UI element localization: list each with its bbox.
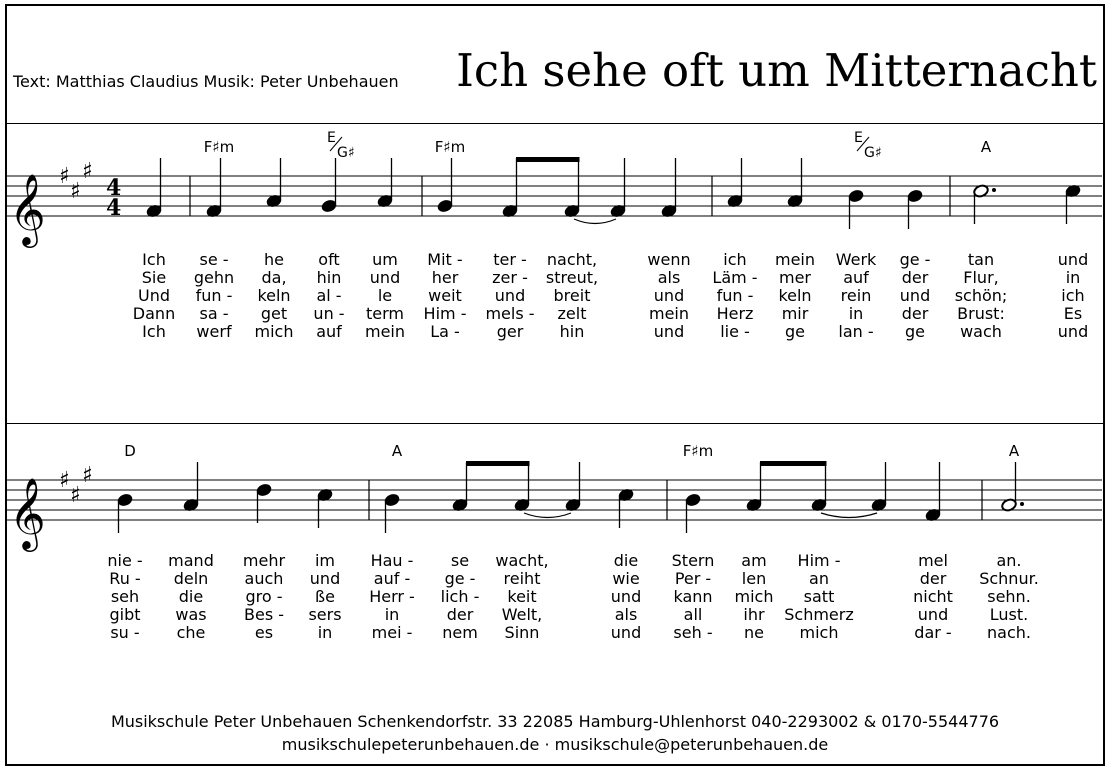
lyric-syllable: mer xyxy=(778,268,812,287)
sharp-icon: ♯ xyxy=(70,179,81,204)
lyric-syllable: Stern xyxy=(671,551,715,570)
lyric-syllable: da, xyxy=(261,268,287,287)
lyric-syllable: rein xyxy=(840,286,872,305)
lyric-syllable: auch xyxy=(244,569,284,588)
lyric-syllable: gro - xyxy=(245,587,283,606)
lyric-syllable: und xyxy=(610,587,642,606)
lyric-syllable: schön; xyxy=(954,286,1008,305)
lyric-syllable: mir xyxy=(781,304,809,323)
beam xyxy=(760,461,827,466)
lyric-syllable: tan xyxy=(967,250,995,269)
staff-system-2 xyxy=(7,426,1103,549)
lyric-syllable: in xyxy=(317,623,333,642)
lyric-syllable: Es xyxy=(1063,304,1083,323)
lyric-syllable: Welt, xyxy=(501,605,543,624)
lyric-syllable: Bes - xyxy=(243,605,285,624)
lyric-syllable: gehn xyxy=(193,268,235,287)
lyric-syllable: und xyxy=(494,286,526,305)
lyric-syllable: und xyxy=(610,623,642,642)
lyric-syllable: lie - xyxy=(720,322,750,341)
time-signature-top: 4 xyxy=(106,175,122,201)
chord-denominator: G♯ xyxy=(864,145,882,161)
lyric-syllable: der xyxy=(901,268,929,287)
lyric-syllable: se - xyxy=(199,250,229,269)
lyric-syllable: mein xyxy=(648,304,690,323)
lyric-syllable: oft xyxy=(318,250,340,269)
lyric-syllable: nie - xyxy=(107,551,143,570)
lyric-syllable: mein xyxy=(364,322,406,341)
lyric-syllable: mein xyxy=(774,250,816,269)
lyric-syllable: Lust. xyxy=(989,605,1029,624)
lyric-syllable: ge xyxy=(785,322,805,341)
lyric-syllable: weit xyxy=(428,286,462,305)
dot xyxy=(992,188,996,192)
lyric-syllable: kann xyxy=(673,587,713,606)
lyric-syllable: Und xyxy=(137,286,171,305)
lyric-syllable: deln xyxy=(173,569,209,588)
chord-label: A xyxy=(980,138,992,156)
lyric-syllable: Schnur. xyxy=(979,569,1039,588)
lyrics-system-1 xyxy=(7,251,1103,341)
lyric-syllable: ge - xyxy=(444,569,476,588)
lyric-syllable: zelt xyxy=(557,304,587,323)
credits: Text: Matthias Claudius Musik: Peter Unbehauen xyxy=(13,72,399,91)
chord-symbol xyxy=(327,130,355,161)
chord-symbol xyxy=(981,138,992,156)
lyric-syllable: der xyxy=(901,304,929,323)
lyric-syllable: werf xyxy=(196,322,232,341)
chord-denominator: G♯ xyxy=(337,145,355,161)
lyric-syllable: term xyxy=(366,304,404,323)
lyric-verse-4 xyxy=(7,606,1103,624)
lyric-syllable: mich xyxy=(799,623,839,642)
lyric-syllable: ihr xyxy=(743,605,765,624)
lyric-syllable: mei - xyxy=(371,623,413,642)
lyric-syllable: keit xyxy=(507,587,537,606)
lyric-syllable: wach xyxy=(960,322,1002,341)
lyric-syllable: sa - xyxy=(199,304,229,323)
lyric-syllable: Herz xyxy=(716,304,754,323)
lyric-syllable: und xyxy=(899,286,931,305)
chord-symbol xyxy=(124,442,136,460)
lyric-syllable: und xyxy=(917,605,949,624)
lyric-syllable: am xyxy=(741,551,767,570)
lyric-syllable: sehn. xyxy=(987,587,1031,606)
lyric-syllable: an xyxy=(809,569,829,588)
lyric-syllable: hin xyxy=(559,322,585,341)
lyric-syllable: sers xyxy=(308,605,342,624)
lyric-syllable: Ich xyxy=(142,322,166,341)
lyric-syllable: fun - xyxy=(716,286,754,305)
lyric-syllable: reiht xyxy=(503,569,541,588)
chord-numerator: E xyxy=(854,130,863,146)
lyric-syllable: an. xyxy=(996,551,1022,570)
chord-numerator: E xyxy=(327,130,336,146)
treble-clef-icon: 𝄞 xyxy=(9,172,46,245)
lyric-syllable: ter - xyxy=(493,250,527,269)
tie xyxy=(821,513,877,518)
beam xyxy=(466,461,530,466)
lyric-syllable: se xyxy=(450,551,470,570)
lyric-syllable: die xyxy=(178,587,204,606)
lyric-syllable: le xyxy=(377,286,393,305)
lyric-syllable: breit xyxy=(553,286,591,305)
chord-label: F♯m xyxy=(434,138,466,156)
lyric-syllable: Herr - xyxy=(369,587,415,606)
lyric-syllable: streut, xyxy=(545,268,599,287)
lyric-syllable: Him - xyxy=(423,304,467,323)
footer-address: Musikschule Peter Unbehauen Schenkendorfstr. 33 22085 Hamburg-Uhlenhorst 040-2293002 & 0170-5544776 xyxy=(110,712,1000,731)
lyric-syllable: in xyxy=(384,605,400,624)
chord-symbol xyxy=(204,138,235,156)
lyrics-system-2 xyxy=(7,552,1103,642)
lyric-syllable: in xyxy=(1065,268,1081,287)
lyric-syllable: der xyxy=(446,605,474,624)
lyric-syllable: dar - xyxy=(914,623,952,642)
lyric-syllable: hin xyxy=(316,268,342,287)
sharp-icon: ♯ xyxy=(59,164,70,189)
lyric-syllable: Sinn xyxy=(504,623,540,642)
lyric-syllable: als xyxy=(657,268,681,287)
lyric-verse-2 xyxy=(7,269,1103,287)
lyric-verse-4 xyxy=(7,305,1103,323)
lyric-syllable: und xyxy=(653,286,685,305)
lyric-syllable: len xyxy=(741,569,767,588)
lyric-syllable: che xyxy=(176,623,206,642)
chord-symbol xyxy=(683,442,714,460)
lyric-syllable: Per - xyxy=(674,569,712,588)
lyric-syllable: mand xyxy=(168,551,214,570)
system-divider xyxy=(7,423,1103,424)
lyric-syllable: keln xyxy=(257,286,291,305)
lyric-syllable: zer - xyxy=(492,268,528,287)
lyric-syllable: und xyxy=(369,268,401,287)
lyric-syllable: La - xyxy=(430,322,460,341)
lyric-syllable: Him - xyxy=(797,551,841,570)
lyric-syllable: un - xyxy=(313,304,345,323)
lyric-syllable: lich - xyxy=(440,587,480,606)
lyric-syllable: im xyxy=(314,551,336,570)
lyric-verse-5 xyxy=(7,624,1103,642)
lyric-syllable: mel xyxy=(918,551,948,570)
chord-label: A xyxy=(1008,442,1020,460)
lyric-syllable: seh xyxy=(110,587,140,606)
lyric-syllable: he xyxy=(264,250,284,269)
lyric-syllable: Ru - xyxy=(109,569,141,588)
lyric-syllable: lan - xyxy=(838,322,874,341)
lyric-syllable: ich xyxy=(723,250,747,269)
dot xyxy=(1020,502,1024,506)
lyric-verse-3 xyxy=(7,588,1103,606)
lyric-syllable: in xyxy=(848,304,864,323)
lyric-syllable: die xyxy=(613,551,639,570)
lyric-syllable: fun - xyxy=(195,286,233,305)
chord-label: F♯m xyxy=(682,442,714,460)
lyric-syllable: und xyxy=(1057,322,1089,341)
lyric-verse-1 xyxy=(7,552,1103,570)
lyric-syllable: su - xyxy=(110,623,140,642)
lyric-syllable: auf xyxy=(316,322,342,341)
tie xyxy=(524,513,571,518)
lyric-syllable: und xyxy=(653,322,685,341)
lyric-syllable: ich xyxy=(1061,286,1085,305)
lyric-syllable: ger xyxy=(496,322,524,341)
sharp-icon: ♯ xyxy=(82,463,93,488)
lyric-syllable: ge - xyxy=(899,250,931,269)
chord-symbol xyxy=(392,442,403,460)
lyric-syllable: nem xyxy=(442,623,478,642)
lyric-syllable: seh - xyxy=(673,623,713,642)
lyric-syllable: mich xyxy=(734,587,774,606)
chord-symbol xyxy=(854,130,882,161)
lyric-syllable: Schmerz xyxy=(784,605,854,624)
lyric-syllable: her xyxy=(431,268,459,287)
sharp-icon: ♯ xyxy=(59,468,70,493)
lyric-syllable: satt xyxy=(803,587,835,606)
lyric-verse-1 xyxy=(7,251,1103,269)
lyric-verse-3 xyxy=(7,287,1103,305)
lyric-syllable: wenn xyxy=(647,250,691,269)
lyric-syllable: Brust: xyxy=(957,304,1005,323)
lyric-syllable: auf xyxy=(843,268,869,287)
lyric-syllable: ge xyxy=(905,322,925,341)
time-signature-bottom: 4 xyxy=(106,195,122,221)
sheet-frame xyxy=(5,4,1105,766)
lyric-verse-5 xyxy=(7,323,1103,341)
chord-label: D xyxy=(124,442,136,460)
treble-clef-icon: 𝄞 xyxy=(9,476,46,549)
lyric-syllable: ße xyxy=(315,587,335,606)
beam xyxy=(516,157,580,162)
lyric-syllable: mehr xyxy=(242,551,286,570)
lyric-syllable: all xyxy=(683,605,703,624)
lyric-syllable: Werk xyxy=(835,250,877,269)
lyric-syllable: auf - xyxy=(373,569,411,588)
footer xyxy=(7,710,1103,756)
lyric-syllable: Ich xyxy=(142,250,166,269)
lyric-syllable: wacht, xyxy=(495,551,549,570)
lyric-syllable: Sie xyxy=(141,268,167,287)
lyric-syllable: Flur, xyxy=(963,268,999,287)
lyric-syllable: mels - xyxy=(485,304,535,323)
tie xyxy=(574,219,616,224)
lyric-syllable: nacht, xyxy=(546,250,598,269)
chord-label: A xyxy=(391,442,403,460)
footer-web: musikschulepeterunbehauen.de · musikschule@peterunbehauen.de xyxy=(281,735,829,754)
lyric-syllable: get xyxy=(260,304,288,323)
lyric-syllable: Dann xyxy=(132,304,176,323)
chord-symbol xyxy=(1009,442,1020,460)
chord-symbol xyxy=(435,138,466,156)
song-title: Ich sehe oft um Mitternacht xyxy=(456,44,1097,97)
lyric-syllable: als xyxy=(614,605,638,624)
staff-system-1 xyxy=(7,124,1103,245)
lyric-syllable: und xyxy=(309,569,341,588)
lyric-syllable: keln xyxy=(778,286,812,305)
lyric-syllable: es xyxy=(254,623,274,642)
lyric-syllable: Mit - xyxy=(427,250,463,269)
lyric-verse-2 xyxy=(7,570,1103,588)
chord-label: F♯m xyxy=(203,138,235,156)
lyric-syllable: Hau - xyxy=(370,551,414,570)
lyric-syllable: was xyxy=(175,605,207,624)
lyric-syllable: nach. xyxy=(987,623,1031,642)
lyric-syllable: wie xyxy=(612,569,640,588)
lyric-syllable: nicht xyxy=(913,587,953,606)
lyric-syllable: um xyxy=(372,250,398,269)
lyric-syllable: Läm - xyxy=(712,268,758,287)
sharp-icon: ♯ xyxy=(70,483,81,508)
lyric-syllable: al - xyxy=(316,286,342,305)
lyric-syllable: und xyxy=(1057,250,1089,269)
lyric-syllable: ne xyxy=(744,623,764,642)
lyric-syllable: mich xyxy=(254,322,294,341)
lyric-syllable: gibt xyxy=(109,605,141,624)
lyric-syllable: der xyxy=(919,569,947,588)
sharp-icon: ♯ xyxy=(82,159,93,184)
